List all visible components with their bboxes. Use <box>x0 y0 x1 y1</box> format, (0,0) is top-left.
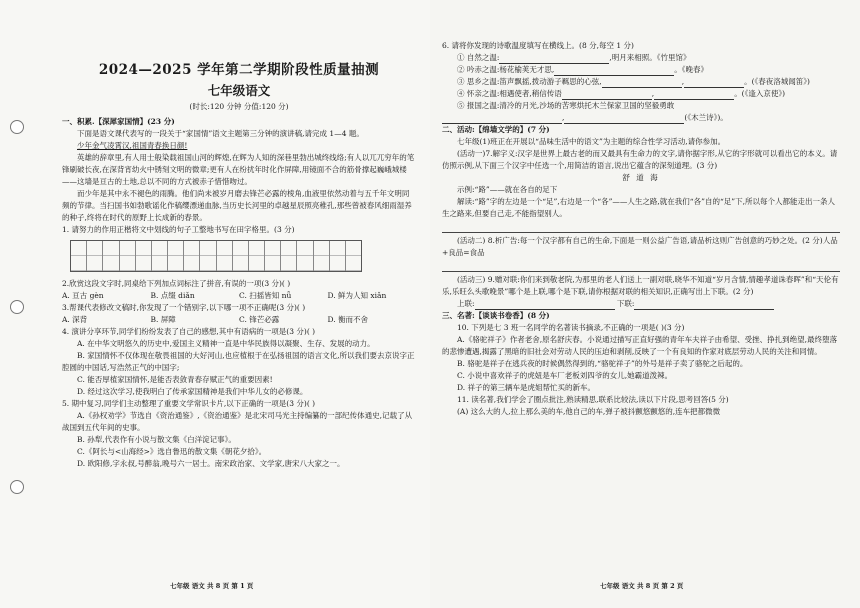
question-3: 3.帮课代表修改文稿时,你发现了一个错别字,以下哪一项不正确呢(3 分)( ) <box>62 303 306 312</box>
q6-text: ③ 思乡之温:笛声飘摇,拨动游子羁思的心弦, <box>457 77 602 86</box>
binding-gutter <box>0 0 40 608</box>
example-explanation: 解读:“路”字的左边是一个“足”,右边是一个“各”——人生之路,就在我们“各”自的“足”下,所以每个人都能走出一条人生之路来,但要自己走,不能指望别人。 <box>442 197 836 218</box>
blank-line: ④ 怀亲之温:相遇使者,稍信传语 , 。(《逢入京使》) <box>457 89 786 98</box>
question-10: 10. 下列是七 3 班一名同学的名著读书摘录,不正确的一项是( )(3 分) <box>457 323 685 332</box>
section-heading: 二、活动:【绵墙文学的】(7 分) <box>442 125 550 134</box>
question-5: 5. 期中复习,同学们主动整理了重要文学常识卡片,以下正确的一项是(3 分)( ) <box>62 399 316 408</box>
option[interactable]: B. 家国情怀不仅体现在敬畏祖国的大好河山,也应植根于在弘扬祖国的语言文化,所以我们要去京说字正腔圆的中国话,写浩然正气的中国字; <box>62 351 415 372</box>
exam-title: 2024—2025 学年第二学期阶段性质量抽测 <box>98 62 380 78</box>
binding-hole <box>10 120 24 134</box>
section-heading: 三、名著:【谈谈书卷香】(8 分) <box>442 311 550 320</box>
answer-blank[interactable] <box>554 66 674 76</box>
exam-page-2 <box>430 0 860 608</box>
option[interactable]: C. 锋芒必露 <box>239 315 280 324</box>
exam-meta: (时长:120 分钟 分值:120 分) <box>189 102 289 111</box>
excerpt-text: (A) 这么大的人,拉上那么美的车,他自己的车,弹子被抖颤悠颤悠的,连车把都微微 <box>457 407 721 416</box>
option[interactable]: D. 鲜为人知 xiǎn <box>327 291 387 300</box>
blank-line: ⑤ 报国之温:清冷的月光,沙场的苦寒烘托木兰保家卫国的坚毅勇敢 , (《木兰诗》)。 <box>442 100 840 124</box>
option[interactable]: A. 在中华文明悠久的历史中,爱国主义精神一直是中华民族得以凝聚、生存、发展的动力。 <box>77 339 375 348</box>
q6-text: ⑤ 报国之温:清冷的月光,沙场的苦寒烘托木兰保家卫国的坚毅勇敢 <box>457 101 675 110</box>
answer-line[interactable] <box>442 259 840 272</box>
option[interactable]: D. 经过这次学习,使我明白了传承家国精神是我们中华儿女的必修课。 <box>77 387 308 396</box>
option[interactable]: B. 孙犁,代表作有小说与散文集《白洋淀记事》。 <box>77 435 236 444</box>
activity-1: (活动一)7.解字义:汉字是世界上最古老的而又最具有生命力的文字,请你据字形,从它的字形就可以看出它的本义。请仿照示例,从下面三个汉字中任选一个,用简洁的语言,说出它蕴含的深刻道理。(3 分) <box>442 149 838 170</box>
option[interactable]: A.《孙权劝学》节选自《资治通鉴》,《资治通鉴》是北宋司马光主持编纂的一部纪传体通史,记载了从战国到五代年间的史事。 <box>62 411 413 432</box>
q6-text: (《木兰诗》)。 <box>684 113 728 122</box>
q3-options <box>62 314 416 326</box>
answer-blank[interactable] <box>602 78 682 88</box>
answer-blank[interactable] <box>564 114 684 124</box>
blank-line <box>442 52 840 64</box>
couplet-answer <box>442 298 840 310</box>
question-11: 11. 读名著,我们学会了圈点批注,熟读精思,联系比较法,读以下片段,思考回答(5 分) <box>457 395 729 404</box>
activity-2: (活动二) 8.析广告:每一个汉字都有自己的生命,下面是一则公益广告语,请品析这则广告创意的巧妙之处。(2 分)人品+良品=食品 <box>442 236 838 257</box>
answer-blank[interactable] <box>475 300 615 310</box>
activity-3: (活动三) 9.赠对联:你们来到敬老院,为那里的老人们送上一副对联,晓华不知道“岁月含情,情趣孝道诛春晖”和“天伦有乐,乐旺么头歌晚景”哪个是上联,哪个是下联,请你根据对联的相关知识,正确写出上下联。(2 分) <box>442 275 839 296</box>
q6-text: 。(《逢入京使》) <box>734 89 786 98</box>
q6-text: ② 吟赤之温:杨花榆荚无才思, <box>457 65 555 74</box>
q6-text: ④ 怀亲之温:相遇使者,稍信传语 <box>457 89 562 98</box>
speech-paragraph: 英雄的辞章里,有人用士般染载祖国山河的辉煌,在辉为人知的深巷里勃出城终线络;有人以兀兀穷年的笔锋刷破长夜,在深背宵幼火中锈刻文明的微章;更有人在纷扰年时化作屏障,用镜面不合的筋骨撑起巍峨城楼——这墙是亘古的土地,总以不同的方式被赤子惜惜吻过。 <box>62 153 415 186</box>
option[interactable]: A. 亘古 gèn <box>62 291 104 300</box>
answer-blank[interactable] <box>499 54 609 64</box>
blank-line <box>442 64 840 76</box>
speech-paragraph: 而少年是其中永不褪色的雨腾。他们尚未被岁月磨去锋芒必露的棱角,血液里依然动着与五千年文明同频的节律。当扫国书如勃歌谣化作稿缨漂递血脉,当历史长河里的卓越星辰照亮稚孔,那些曾被春风细雨湿养的种子,终将在时代的原野上长成新的春景。 <box>62 189 412 222</box>
subject-title: 七年级语文 <box>207 83 271 98</box>
couplet-down-label: 下联: <box>616 299 635 308</box>
answer-blank[interactable] <box>684 78 744 88</box>
example-text: 示例:“路”——就在各自的足下 <box>457 185 558 194</box>
option[interactable]: B. 骆驼是祥子在逃兵夜的时候偶然得到的,“骆驼祥子”的外号是祥子卖了骆驼之后起的。 <box>457 359 748 368</box>
option[interactable]: D. 祥子的第三辆车是虎姐帮忙买的新车。 <box>457 383 596 392</box>
intro-text: 下面是语文课代表写的一段关于“家国情”语文主题第三分钟的演讲稿,请完成 1—4 题。 <box>77 129 364 138</box>
answer-blank[interactable] <box>442 114 562 124</box>
answer-blank[interactable] <box>634 300 774 310</box>
option[interactable]: B. 点缀 diǎn <box>150 291 195 300</box>
option[interactable]: C. 小说中喜欢祥子的虎妞是车厂老板刘四爷的女儿,她霸道泼辣。 <box>457 371 673 380</box>
speech-title: 少年金气凌霄汉,祖国青春换日颜! <box>77 141 188 150</box>
question-4: 4. 演讲分享环节,同学们纷纷发表了自己的感想,其中有语病的一项是(3 分)( ) <box>62 327 316 336</box>
blank-line: ③ 思乡之温:笛声飘摇,拨动游子羁思的心弦, , 。(《春夜洛城闻笛》) <box>457 77 810 86</box>
option[interactable]: D. 衡而不舍 <box>327 315 369 324</box>
question-6: 6. 请将你发现的诗歌温度填写在横线上。(8 分,每空 1 分) <box>442 41 634 50</box>
answer-blank[interactable] <box>654 90 734 100</box>
section-intro: 七年级(1)班正在开展以“品味生活中的语文”为主题的综合性学习活动,请你参加。 <box>457 137 726 146</box>
binding-hole <box>10 300 24 314</box>
page-footer: 七年级 语文 共 8 页 第 1 页 <box>170 582 254 590</box>
q6-text: ① 自然之温: <box>457 53 500 62</box>
q6-text: 。(《春夜洛城闻笛》) <box>744 77 810 86</box>
option[interactable]: A.《骆驼祥子》作者老舍,原名舒庆春。小说通过描写正直好强的青年车夫祥子由希望、受挫、挣扎到绝望,最终堕落的悲惨遭遇,揭露了黑暗的旧社会对劳动人民的压迫和剥削,反映了一个有良知的作家对底层劳动人民的关注和同情。 <box>442 335 838 356</box>
couplet-up-label: 上联: <box>457 299 475 308</box>
answer-blank[interactable] <box>562 90 652 100</box>
option[interactable]: D. 欧阳修,字永叔,号醉翁,晚号六一居士。南宋政治家、文学家,唐宋八大家之一。 <box>77 459 345 468</box>
option[interactable]: B. 屏障 <box>150 315 176 324</box>
q6-text: ,明月来相照。《竹里馆》 <box>609 53 691 62</box>
question-2: 2.欣赏这段文字时,同桌给下列加点词标注了拼音,有误的一项(3 分)( ) <box>62 279 291 288</box>
activity-characters: 舒 道 海 <box>622 173 660 182</box>
page-footer: 七年级 语文 共 8 页 第 2 页 <box>600 582 684 590</box>
q2-options <box>62 290 416 302</box>
answer-line[interactable] <box>442 220 840 233</box>
q6-text: 。《晚春》 <box>674 65 709 74</box>
question-1: 1. 请努力的作用正楷将文中划线的句子工整地书写在田字格里。(3 分) <box>62 225 295 234</box>
writing-grid[interactable] <box>70 240 362 272</box>
option[interactable]: C. 扫摇皆知 nǚ <box>239 291 292 300</box>
option[interactable]: A. 深背 <box>62 315 88 324</box>
binding-hole <box>10 480 24 494</box>
option[interactable]: C. 能否厚植家国情怀,是能否表敛青春存赋正气的重要因素! <box>77 375 273 384</box>
section-heading: 一、积累.【深犀家国情】(23 分) <box>62 117 175 126</box>
option[interactable]: C.《阿长与<山海经>》选自鲁迅的散文集《朝花夕拾》。 <box>77 447 267 456</box>
